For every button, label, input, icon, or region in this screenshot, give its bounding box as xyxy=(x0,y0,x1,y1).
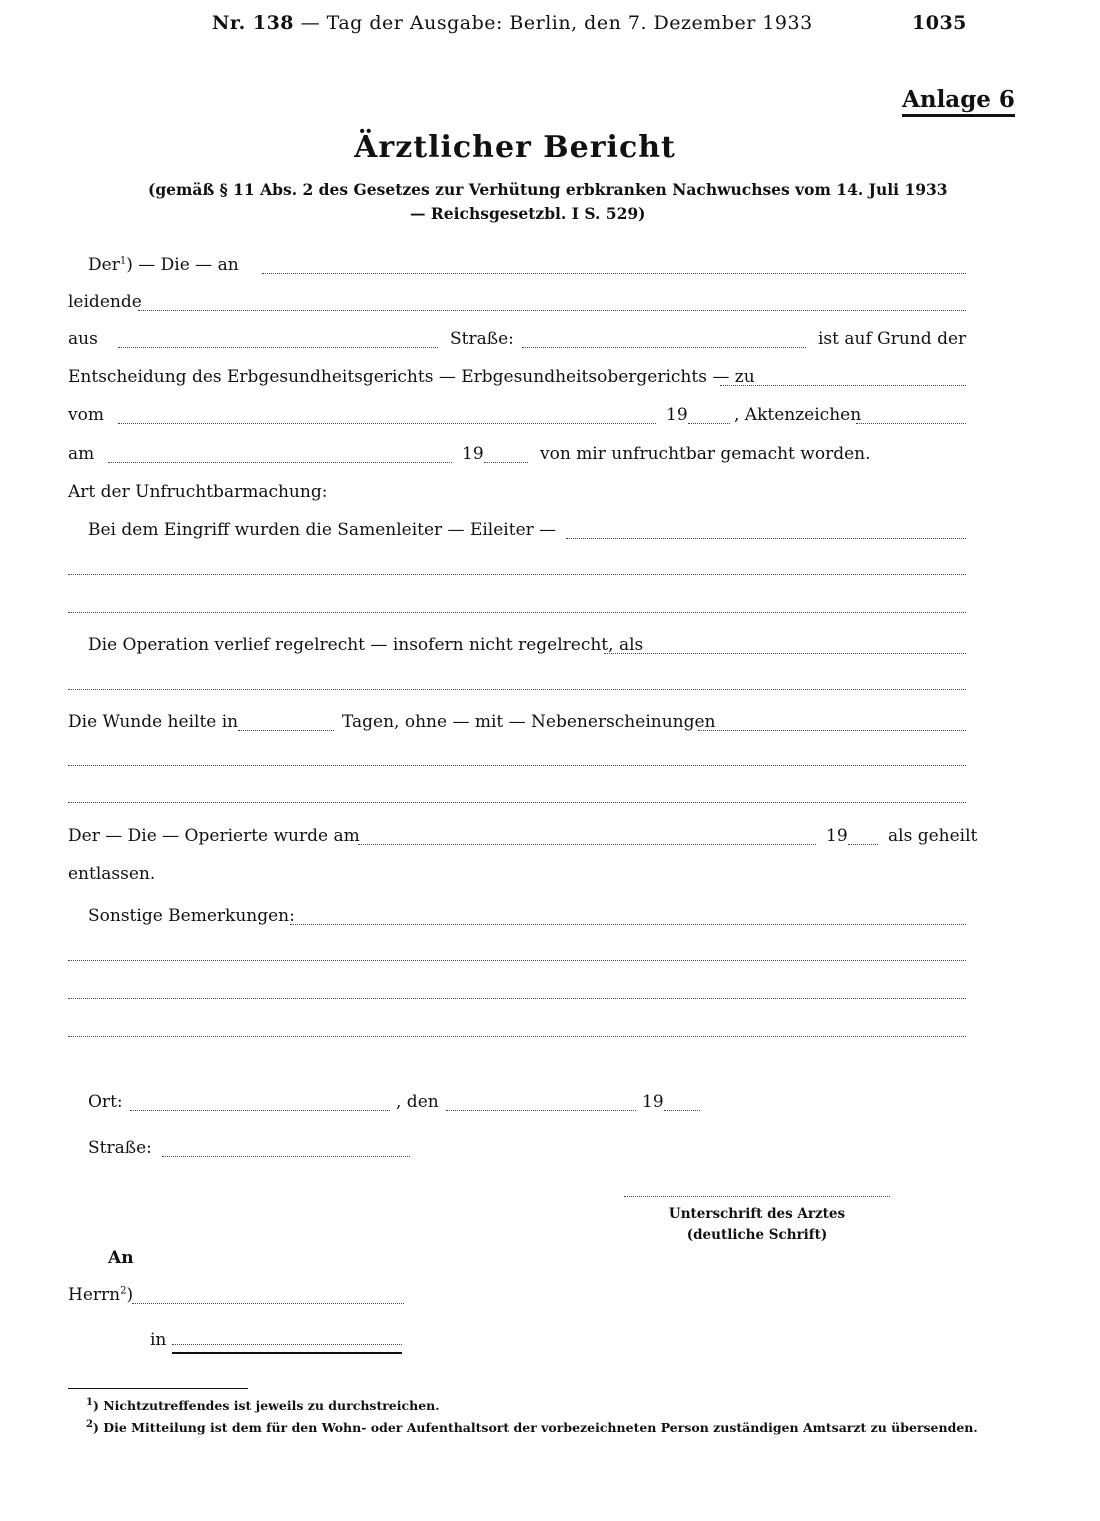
label-strasse-signed: Straße: xyxy=(88,1138,152,1158)
field-discharge-year[interactable] xyxy=(848,844,878,845)
label-strasse: Straße: xyxy=(450,329,514,349)
footnote-2: $^2$) Die Mitteilung ist dem für den Wohn- oder Aufenthaltsort der vorbezeichneten Person zuständigen Amtsarzt zu übersenden. xyxy=(86,1418,978,1435)
issue-number: Nr. 138 xyxy=(212,12,295,34)
label-am: am xyxy=(68,444,95,464)
field-street-signed[interactable] xyxy=(162,1156,410,1157)
footnote-ref-1: 1 xyxy=(119,255,127,267)
label-art-unfruchtbarmachung: Art der Unfruchtbarmachung: xyxy=(68,482,328,502)
text-entscheidung: Entscheidung des Erbgesundheitsgerichts — Erbgesundheitsobergerichts — zu xyxy=(68,367,755,387)
field-street[interactable] xyxy=(522,347,806,348)
year-prefix-3: 19 xyxy=(826,826,848,846)
text-tagen-nebenerscheinungen: Tagen, ohne — mit — Nebenerscheinungen xyxy=(342,712,716,732)
field-procedure-2[interactable] xyxy=(68,574,966,575)
label-ort: Ort: xyxy=(88,1092,123,1112)
issue-date-text: Tag der Ausgabe: Berlin, den 7. Dezember 1933 xyxy=(326,12,813,34)
field-place-signed[interactable] xyxy=(130,1110,390,1111)
field-procedure-3[interactable] xyxy=(68,612,966,613)
text-entlassen: entlassen. xyxy=(68,864,156,884)
field-recipient-name[interactable] xyxy=(132,1303,404,1304)
recipient-underline xyxy=(172,1352,402,1354)
annex-label: Anlage 6 xyxy=(902,86,1015,117)
text-operierte-entlassen: Der — Die — Operierte wurde am xyxy=(68,826,360,846)
field-court[interactable] xyxy=(720,385,966,386)
document-title: Ärztlicher Bericht xyxy=(354,130,676,165)
field-date-signed[interactable] xyxy=(446,1110,636,1111)
field-procedure-1[interactable] xyxy=(566,538,966,539)
label-wunde-heilte: Die Wunde heilte in xyxy=(68,712,239,732)
field-operation-date[interactable] xyxy=(108,462,452,463)
year-prefix: 19 xyxy=(666,405,688,425)
text-eingriff: Bei dem Eingriff wurden die Samenleiter — Eileiter — xyxy=(88,520,557,540)
field-year-signed[interactable] xyxy=(664,1110,700,1111)
field-side-effects-1[interactable] xyxy=(698,730,966,731)
label-an: An xyxy=(108,1248,134,1268)
line-der-die-an: Der$^1$) — Die — an xyxy=(88,255,239,275)
signature-line[interactable] xyxy=(624,1196,890,1197)
text-unfruchtbar: von mir unfruchtbar gemacht worden. xyxy=(540,444,871,464)
field-remarks-3[interactable] xyxy=(68,998,966,999)
field-operation-year[interactable] xyxy=(484,462,528,463)
text-ist-auf-grund: ist auf Grund der xyxy=(818,329,967,349)
field-remarks-1[interactable] xyxy=(290,924,966,925)
text-als-geheilt: als geheilt xyxy=(888,826,978,846)
field-place[interactable] xyxy=(118,347,438,348)
field-condition[interactable] xyxy=(262,273,966,274)
field-decision-date[interactable] xyxy=(118,423,656,424)
text-operation-verlief: Die Operation verlief regelrecht — insofern nicht regelrecht, als xyxy=(88,635,644,655)
footnote-1: $^1$) Nichtzutreffendes ist jeweils zu durchstreichen. xyxy=(86,1396,440,1413)
label-sonstige-bemerkungen: Sonstige Bemerkungen: xyxy=(88,906,295,926)
label-vom: vom xyxy=(68,405,104,425)
label-den: , den xyxy=(396,1092,439,1112)
label-aktenzeichen: , Aktenzeichen xyxy=(734,405,862,425)
field-remarks-2[interactable] xyxy=(68,960,966,961)
label-leidende: leidende xyxy=(68,292,142,312)
subtitle-line-2: — Reichsgesetzbl. I S. 529) xyxy=(410,204,646,223)
field-patient-name[interactable] xyxy=(138,310,966,311)
header xyxy=(212,12,813,34)
signature-caption-2: (deutliche Schrift) xyxy=(686,1227,828,1243)
footnote-ref-2: 2 xyxy=(120,1285,127,1297)
footnote-separator xyxy=(68,1388,248,1389)
signature-caption-1: Unterschrift des Arztes xyxy=(668,1206,846,1222)
subtitle-line-1: (gemäß § 11 Abs. 2 des Gesetzes zur Verhütung erbkranken Nachwuchses vom 14. Juli 1933 xyxy=(148,180,948,199)
field-remarks-4[interactable] xyxy=(68,1036,966,1037)
field-side-effects-3[interactable] xyxy=(68,802,966,803)
field-discharge-date[interactable] xyxy=(358,844,816,845)
field-complications-1[interactable] xyxy=(604,653,966,654)
label-in: in xyxy=(150,1330,167,1350)
year-prefix-signed: 19 xyxy=(642,1092,664,1112)
field-side-effects-2[interactable] xyxy=(68,765,966,766)
page-number: 1035 xyxy=(912,12,967,34)
field-recipient-place[interactable] xyxy=(172,1344,402,1345)
field-decision-year[interactable] xyxy=(688,423,730,424)
header-dash: — xyxy=(300,12,321,34)
year-prefix-2: 19 xyxy=(462,444,484,464)
field-complications-2[interactable] xyxy=(68,689,966,690)
label-herrn: Herrn$^2$) xyxy=(68,1285,134,1305)
field-healing-days[interactable] xyxy=(238,730,334,731)
label-aus: aus xyxy=(68,329,98,349)
field-file-number[interactable] xyxy=(856,423,966,424)
